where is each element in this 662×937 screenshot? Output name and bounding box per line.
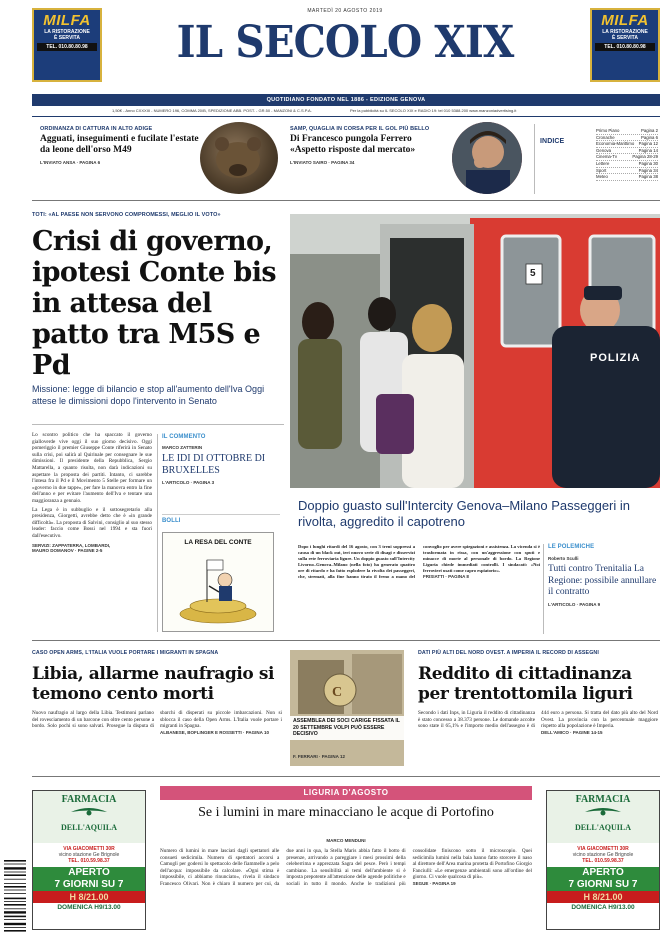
- pharmacy-days: 7 GIORNI SU 7: [33, 879, 145, 891]
- pharmacy-tel: TEL. 010.59.98.37: [582, 858, 624, 864]
- index-list: [596, 128, 658, 181]
- lead-body-2: La Lega è in subbuglio e il sottosegretario alla presidenza, Giorgetti, avrebbe detto che è «in grande difficoltà». La proposta di Salvini, consiglio al suo stesso leader: faccio come Bossi nel 1994 e sta fuori dall'esecutivo.: [32, 506, 152, 539]
- index-row[interactable]: [596, 135, 658, 142]
- carige-headline: ASSEMBLEA DEI SOCI CARIGE FISSATA IL 20 SETTEMBRE VOLPI PUÒ ESSERE DECISIVO: [290, 716, 404, 740]
- bear-icon: [200, 122, 278, 194]
- cartoon-label: BOLLI: [162, 518, 181, 524]
- index-row[interactable]: [596, 148, 658, 155]
- train-body: Dopo i lunghi ritardi del 16 agosto, con 3 treni soppressi a causa di un black out, ieri nuovo serie di disagi e disservizi sulla rete ferroviaria ligure. Un doppio guasto sull'Intercity Livorno–Genova–Milano (nella foto) ha generato quattro ore di ritardo e ha fatto esplodere la rivolta dei passeggeri, che, stremati, alla fine hanno tirato il freno a mano del convoglio per avere spiegazioni e assistenza. La vicenda si è trasformata in rissa, con un'aggressione con sputi e minacce di morte al personale di bordo. La Regione Liguria chiede immediati controlli. I sindacati: «Noi ferrovieri usati come capro espiatorio».: [298, 544, 540, 579]
- polizia-sign: POLIZIA: [590, 352, 641, 364]
- polemiche-page: L'ARTICOLO · PAGINA 9: [548, 601, 601, 607]
- pharmacy-name-1: FARMACIA: [575, 794, 631, 805]
- index-page: Pagina 12: [638, 141, 658, 147]
- index-row[interactable]: [596, 168, 658, 175]
- index-row[interactable]: [596, 141, 658, 148]
- index-section: Primo Piano: [596, 128, 620, 133]
- commento-headline: LE IDI DI OTTOBRE DI BRUXELLES: [162, 453, 266, 476]
- cartoon: [162, 532, 274, 632]
- carige-photo: [290, 650, 404, 766]
- liguria-byline: SEGUE · PAGINA 19: [412, 880, 456, 886]
- lead-subhead: Missione: legge di bilancio e stop all'aumento dell'Iva Oggi attese le dimissioni dopo l'intervento in Senato: [32, 384, 265, 406]
- libia-body: Nuovo naufragio al largo della Libia. Testimoni parlano del rovesciamento di un barcone con oltre cento persone a bordo. Solo pochi si sono salvati. Prosegue la disputa di sbarchi di disperati su piccole imbarcazioni. Non si sblocca il caso della Open Arms. L'Italia vuole portare i migranti in Spagna.: [32, 710, 282, 730]
- milfa-brand: MILFA: [601, 12, 649, 29]
- pharmacy-header: [33, 791, 145, 843]
- index-title: INDICE: [540, 138, 565, 145]
- milfa-ad-left[interactable]: [32, 8, 102, 82]
- index-page: Pagina 6: [641, 134, 658, 140]
- index-section: Cinema-Tv: [596, 154, 618, 160]
- pharmacy-tel: TEL. 010.59.98.37: [68, 858, 110, 864]
- pharmacy-address-2: vicino stazione Ge Brignole: [58, 852, 120, 858]
- pharmacy-address-2: vicino stazione Ge Brignole: [572, 852, 634, 858]
- barcode: [2, 860, 28, 932]
- libia-byline: ALBANESE, BOFLINGER E ROSSETTI · PAGINA 10: [160, 729, 270, 735]
- milfa-tel: TEL. 010.80.80.98: [37, 43, 97, 51]
- portrait-icon: [452, 122, 522, 194]
- reddito-headline[interactable]: Reddito di cittadinanza per trentottomila liguri: [418, 664, 633, 704]
- commento-box[interactable]: [162, 434, 280, 504]
- polemiche-author: Roberto Sculli: [548, 556, 579, 561]
- founded-band: QUOTIDIANO FONDATO NEL 1886 - EDIZIONE GENOVA: [32, 94, 660, 106]
- pharmacy-name-2: DELL'AQUILA: [574, 823, 631, 832]
- index-page: Pagina 38: [638, 174, 658, 180]
- issue-info-right: Per la pubblicità su IL SECOLO XIX e RADIO 19: tel 010 5388.200 www.manzoniadvertising.it: [350, 108, 517, 113]
- liguria-headline[interactable]: Se i lumini in mare minacciano le acque di Portofino: [198, 805, 494, 820]
- svg-text:C: C: [332, 685, 343, 700]
- barcode-icon: [2, 860, 28, 932]
- pharmacy-days: 7 GIORNI SU 7: [547, 879, 659, 891]
- liguria-banner: LIGURIA D'AGOSTO: [160, 786, 532, 800]
- eagle-icon: [69, 806, 109, 818]
- masthead-title: IL SECOLO XIX: [176, 17, 514, 68]
- teaser-byline: L'INVIATO ANSA · PAGINA 6: [40, 160, 101, 165]
- train-door-number: 5: [530, 268, 536, 279]
- issue-info-left: 1,50€ - Anno CXXXIII - NUMERO 196, COMMA 20/B, SPEDIZIONE ABB. POST. - GR.50 - MANZONI & C.S.P.A.: [112, 108, 312, 113]
- reddito-article: [418, 710, 658, 770]
- milfa-ad-right[interactable]: [590, 8, 660, 82]
- index-section: Genova: [596, 147, 612, 153]
- reddito-kicker: DATI PIÙ ALTI DEL NORD OVEST. A IMPERIA IL RECORD DI ASSEGNI: [418, 650, 599, 656]
- index-section: Economia-Marittimo: [596, 141, 635, 147]
- lead-byline: SERVIZI: ZAPPATERRA, LOMBARDI,: [32, 542, 111, 548]
- index-box: [540, 128, 660, 190]
- milfa-line1: LA RISTORAZIONE: [44, 29, 90, 35]
- pharmacy-open-label: APERTO: [547, 867, 659, 879]
- milfa-line2: È SERVITA: [54, 35, 80, 41]
- milfa-line1: LA RISTORAZIONE: [602, 29, 648, 35]
- pharmacy-header: [547, 791, 659, 843]
- lead-headline[interactable]: Crisi di governo, ipotesi Conte bis in attesa del patto tra M5S e Pd: [32, 226, 276, 381]
- carige-byline: F. FERRARI · PAGINA 12: [293, 754, 346, 759]
- teaser-samp[interactable]: [290, 126, 460, 192]
- teaser-kicker: SAMP, QUAGLIA IN CORSA PER IL GOL PIÙ BELLO: [290, 126, 430, 132]
- index-page: Pagina 14: [638, 147, 658, 153]
- polemiche-headline: Tutti contro Trenitalia La Regione: possibile annullare il contratto: [548, 564, 657, 597]
- liguria-body: Numero di lumini in mare lasciati dagli spettatori alle consueti sedicimila. Numero di spettatori accorsi a Camogli per godersi lo spettacolo delle fiammelle a pelo dell'acqua: impossibile da calcolare. «Ogni stima è impossibile, ci abbiamo rinunciato», rivela il sindaco Francesco Olivari. Non è chiaro il numero per cui, da due anni in qua, la Stella Maris abbia fatto il botto di presenze, arrivando a pareggiare i mesi prossimi della celeberrima e apprezzata Sagra del pesce. Però i tempi cambiano. La sensibilità ai temi dell'ambiente si è imposta prepotente all'attenzione delle agende politiche e sociali in tutto il mondo. Anche le tradizioni più consolidate finiscono sotto il microscopio. Quei sedicimila lumini nella baia hanno fatto storcere il naso al direttore dell'Area marina protetta di Portofino Giorgio Fanciulli: «Le emergenze ambientali sono all'ordine del giorno. Ci vuole qualcosa di più».: [160, 848, 532, 887]
- pharmacy-sunday: DOMENICA H9/13.00: [33, 903, 145, 913]
- pharmacy-name-1: FARMACIA: [61, 794, 117, 805]
- train-headline[interactable]: Doppio guasto sull'Intercity Genova–Milano Passeggeri in rivolta, aggredito il capotreno: [298, 498, 631, 529]
- issue-date: MARTEDÌ 20 AGOSTO 2019: [307, 8, 383, 14]
- pharmacy-ad-left[interactable]: [32, 790, 146, 930]
- lead-body: Lo scontro politico che ha spaccato il governo gialloverde vive oggi il suo giorno decisivo. Oggi pomeriggio il premier Giuseppe Conte riferirà in Senato sulla crisi, poi salirà al Quirinale per consegnare le sue dimissioni. Il presidente della Repubblica, Sergio Mattarella, a quanto risulta, non darà indicazioni su aspettare la proposta dei partiti. Intanto, ci sarebbe l'intesa fra il Pd e il Movimento 5 Stelle per formare un «governo in due tappe», per fare la manovra entro la fine dell'anno e per evitare l'aumento dell'Iva e tentare una maggioranza a gennaio.: [32, 432, 152, 504]
- train-scene-icon: [290, 214, 660, 488]
- pharmacy-address: VIA GIACOMETTI 30R: [63, 846, 115, 852]
- index-row[interactable]: [596, 128, 658, 135]
- pharmacy-sunday: DOMENICA H9/13.00: [547, 903, 659, 913]
- pharmacy-address: VIA GIACOMETTI 30R: [577, 846, 629, 852]
- train-article: [298, 544, 540, 636]
- pharmacy-hours: H 8/21.00: [547, 891, 659, 903]
- pharmacy-open-label: APERTO: [33, 867, 145, 879]
- pharmacy-ad-right[interactable]: [546, 790, 660, 930]
- liguria-author: MARCO MENDUNI: [326, 838, 366, 843]
- train-byline: FRISIATTI · PAGINA 8: [423, 574, 469, 579]
- liguria-article: [160, 848, 532, 932]
- milfa-line2: È SERVITA: [612, 35, 638, 41]
- milfa-brand: MILFA: [43, 12, 91, 29]
- index-page: Pagina 2: [641, 128, 658, 133]
- commento-label: IL COMMENTO: [162, 434, 206, 440]
- index-page: Pagina 34: [638, 167, 658, 173]
- polemiche-label: LE POLEMICHE: [548, 544, 595, 550]
- libia-kicker: CASO OPEN ARMS, L'ITALIA VUOLE PORTARE I MIGRANTI IN SPAGNA: [32, 650, 219, 656]
- teaser-byline: L'INVIATO SAIRO · PAGINA 34: [290, 160, 355, 165]
- polemiche-box[interactable]: [548, 544, 658, 634]
- reddito-byline: DELL'AMICO · PAGINE 14-15: [541, 729, 603, 735]
- index-row[interactable]: [596, 174, 658, 181]
- index-section: Cronache: [596, 134, 615, 140]
- index-page: Pagina 30: [638, 160, 658, 166]
- building-icon: [290, 650, 404, 766]
- reddito-body: Secondo i dati Inps, in Liguria il reddito di cittadinanza è stato concesso a 38.373 persone. Le domande accolte sono state il 65,1% e l'importo medio dell'assegno è di 444 euro a persona. Si tratta del dato più alto del Nord Ovest. La provincia con la percentuale maggiore rispetto alla popolazione è Imperia.: [418, 710, 658, 730]
- index-row[interactable]: [596, 161, 658, 168]
- milfa-tel: TEL. 010.80.80.98: [595, 43, 655, 51]
- index-section: Sport: [596, 167, 607, 173]
- lead-article: [32, 432, 152, 632]
- eagle-icon: [583, 806, 623, 818]
- bear-photo: [200, 122, 278, 194]
- lead-kicker: TOTI: «AL PAESE NON SERVONO COMPROMESSI, MEGLIO IL VOTO»: [32, 212, 221, 218]
- commento-page: L'ARTICOLO · PAGINA 3: [162, 480, 215, 485]
- index-page: Pagina 28-29: [632, 154, 658, 160]
- pharmacy-name-2: DELL'AQUILA: [60, 823, 117, 832]
- teaser-orso[interactable]: [40, 126, 220, 192]
- teaser-headline: Di Francesco pungola Ferrero «Aspetto risposte dal mercato»: [290, 134, 416, 155]
- index-row[interactable]: [596, 154, 658, 161]
- libia-headline[interactable]: Libia, allarme naufragio si temono cento morti: [32, 664, 275, 704]
- coach-photo: [452, 122, 522, 194]
- lead-byline-2: MAURO DOMANOV · PAGINE 2-5: [32, 547, 103, 553]
- pharmacy-hours: H 8/21.00: [33, 891, 145, 903]
- cartoon-drawing-icon: [163, 546, 273, 626]
- cartoon-caption: LA RESA DEL CONTE: [184, 539, 252, 546]
- index-section: Meteo: [596, 174, 608, 180]
- train-photo: [290, 214, 660, 488]
- teaser-kicker: ORDINANZA DI CATTURA IN ALTO ADIGE: [40, 126, 153, 132]
- teaser-headline: Agguati, inseguimenti e fucilate l'estate da leone dell'orso M49: [40, 134, 199, 155]
- libia-article: [32, 710, 282, 770]
- commento-author: MARCO ZATTERIN: [162, 445, 203, 450]
- index-section: Lettere: [596, 160, 610, 166]
